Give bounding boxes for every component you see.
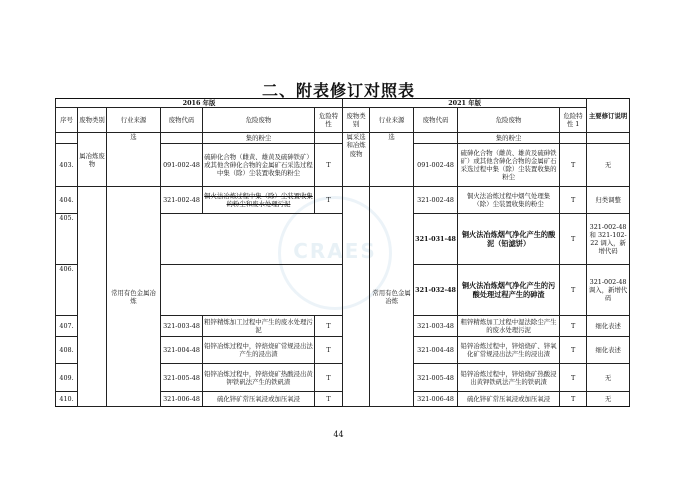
revision-note: 归类调整	[587, 187, 630, 214]
new-hazard: T	[560, 265, 587, 316]
new-hazard: T	[560, 364, 587, 392]
new-hazard: T	[560, 316, 587, 337]
new-hazard: T	[560, 214, 587, 265]
old-hazard: T	[315, 316, 343, 337]
revision-note: 无	[587, 144, 630, 187]
revision-note: 无	[587, 392, 630, 407]
old-category-header: 废物类别	[78, 108, 107, 133]
old-code-header: 废物代码	[161, 108, 203, 133]
new-code: 321-002-48	[414, 187, 458, 214]
row-seq	[56, 133, 78, 144]
old-version-header: 2016 年版	[56, 99, 343, 108]
revision-note: 321-002-48 和 321-102-22 调入，新增代码	[587, 214, 630, 265]
page-number: 44	[333, 430, 344, 439]
table-row	[56, 187, 630, 214]
old-waste: 铜火法冶炼过程中集（除）尘装置收集的粉尘和废水处理污泥	[203, 187, 315, 214]
page-title: 二、附表修订对照表	[261, 81, 415, 100]
new-version-header: 2021 年版	[343, 99, 587, 108]
row-seq: 407.	[56, 316, 78, 337]
old-code: 321-002-48	[161, 187, 203, 214]
old-industry-smelting: 常用有色金属冶炼	[107, 187, 161, 407]
note-header: 主要修订说明	[587, 99, 630, 133]
row-seq: 406.	[56, 265, 78, 316]
seq-header: 序号	[56, 108, 78, 133]
new-waste: 铜火法冶炼烟气净化产生的酸泥（铅滤饼）	[458, 214, 560, 265]
revision-note	[587, 133, 630, 144]
old-code: 321-004-48	[161, 337, 203, 364]
new-waste: 铅锌冶炼过程中，锌焙烧矿、锌氧化矿常规浸出法产生的浸出渣	[458, 337, 560, 364]
old-hazard: T	[315, 364, 343, 392]
old-category: 属冶炼废物	[78, 133, 107, 187]
row-seq: 408.	[56, 337, 78, 364]
column-header-row	[56, 108, 630, 133]
revision-comparison-table	[55, 98, 630, 407]
new-industry-smelting: 常用有色金属冶炼	[370, 187, 414, 407]
old-waste: 集的粉尘	[203, 133, 315, 144]
old-hazard: T	[315, 144, 343, 187]
old-industry-header: 行业来源	[107, 108, 161, 133]
old-industry-mining: 选	[107, 133, 161, 187]
old-category-blank	[78, 187, 107, 407]
new-code: 321-005-48	[414, 364, 458, 392]
new-code: 321-032-48	[414, 265, 458, 316]
new-waste: 集的粉尘	[458, 133, 560, 144]
old-code: 321-006-48	[161, 392, 203, 407]
new-code: 321-004-48	[414, 337, 458, 364]
old-hazard	[315, 133, 343, 144]
old-hazard: T	[315, 187, 343, 214]
row-seq: 409.	[56, 364, 78, 392]
old-waste-header: 危险废物	[203, 108, 315, 133]
new-waste: 粗锌精炼加工过程中湿法除尘产生的废水处理污泥	[458, 316, 560, 337]
new-code: 321-031-48	[414, 214, 458, 265]
new-industry-mining: 选	[370, 133, 414, 187]
new-category-header: 废物类别	[343, 108, 370, 133]
revision-note: 细化表述	[587, 316, 630, 337]
revision-note: 无	[587, 364, 630, 392]
new-code	[414, 133, 458, 144]
old-waste: 铅锌冶炼过程中，锌焙烧矿热酸浸出黄钾铁矾法产生的铁矾渣	[203, 364, 315, 392]
new-hazard-header: 危险特性 1	[560, 108, 587, 133]
new-hazard: T	[560, 144, 587, 187]
new-code: 321-003-48	[414, 316, 458, 337]
new-waste: 铜火法冶炼过程中烟气处理集（除）尘装置收集的粉尘	[458, 187, 560, 214]
old-waste: 铅锌冶炼过程中，锌焙烧矿常规浸出法产生的浸出渣	[203, 337, 315, 364]
old-waste: 硫化锌矿常压氧浸或加压氧浸	[203, 392, 315, 407]
old-code: 321-005-48	[161, 364, 203, 392]
new-hazard: T	[560, 392, 587, 407]
new-industry-header: 行业来源	[370, 108, 414, 133]
new-hazard: T	[560, 337, 587, 364]
old-code: 091-002-48	[161, 144, 203, 187]
old-empty-cell	[161, 265, 343, 316]
old-hazard: T	[315, 392, 343, 407]
revision-note: 321-002-48 调入，新增代码	[587, 265, 630, 316]
table-row	[56, 133, 630, 144]
old-code	[161, 133, 203, 144]
old-waste: 硫砷化合物（雌黄、雄黄及硫砷铁矿）或其他含砷化合物的金属矿石采选过程中集（除）尘装置收集的粉尘	[203, 144, 315, 187]
new-waste-header: 危险废物	[458, 108, 560, 133]
new-category: 属采选和冶炼废物	[343, 133, 370, 187]
new-waste: 硫化锌矿常压氧浸或加压氧浸	[458, 392, 560, 407]
new-code-header: 废物代码	[414, 108, 458, 133]
revision-note: 细化表述	[587, 337, 630, 364]
old-hazard: T	[315, 337, 343, 364]
row-seq: 405.	[56, 214, 78, 265]
new-hazard: T	[560, 187, 587, 214]
new-code: 091-002-48	[414, 144, 458, 187]
new-waste: 硫砷化合物（雌黄、雄黄及硫砷铁矿）或其他含砷化合物的金属矿石采选过程中集（除）尘装置收集的粉尘	[458, 144, 560, 187]
row-seq: 410.	[56, 392, 78, 407]
version-header-row	[56, 99, 630, 108]
old-hazard-header: 危险特性	[315, 108, 343, 133]
row-seq: 404.	[56, 187, 78, 214]
new-waste: 铜火法冶炼烟气净化产生的污酸处理过程产生的砷渣	[458, 265, 560, 316]
new-hazard	[560, 133, 587, 144]
new-category-blank	[343, 187, 370, 407]
row-seq: 403.	[56, 144, 78, 187]
old-code: 321-003-48	[161, 316, 203, 337]
new-waste: 铅锌冶炼过程中，锌焙烧矿热酸浸出黄钾铁矾法产生的铁矾渣	[458, 364, 560, 392]
old-empty-cell	[161, 214, 343, 265]
watermark-text: CRAES	[293, 239, 377, 263]
new-code: 321-006-48	[414, 392, 458, 407]
old-waste: 粗锌精炼加工过程中产生的废水处理污泥	[203, 316, 315, 337]
